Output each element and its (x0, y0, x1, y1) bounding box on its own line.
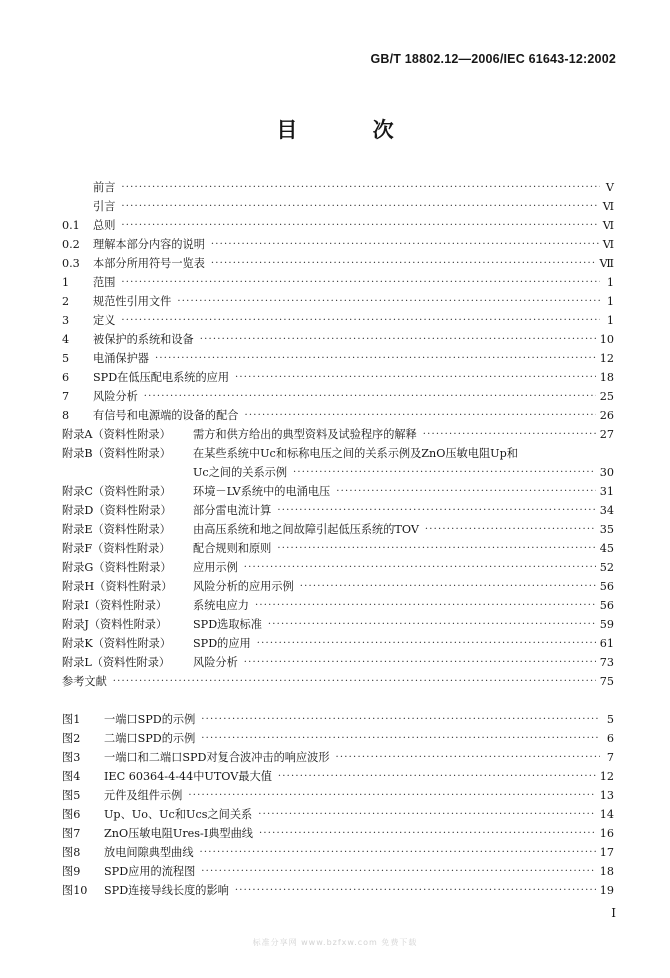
toc-page: 45 (599, 542, 614, 555)
toc-number: 6 (62, 371, 70, 384)
leader-dots (121, 181, 600, 195)
figure-label: SPD应用的流程图 (104, 865, 196, 878)
toc-label: 被保护的系统和设备 (93, 333, 194, 346)
toc-entry[interactable] (62, 271, 614, 290)
toc-page: 34 (599, 504, 614, 517)
toc-page: 52 (599, 561, 614, 574)
annex-entry[interactable] (62, 442, 614, 461)
toc-label: SPD在低压配电系统的应用 (93, 371, 230, 384)
toc-entry[interactable] (62, 233, 614, 252)
leader-dots (244, 656, 596, 670)
leader-dots (423, 428, 596, 442)
leader-dots (336, 751, 600, 765)
toc-page: 73 (599, 656, 614, 669)
leader-dots (200, 846, 596, 860)
annex-entry[interactable] (62, 537, 614, 556)
annex-entry[interactable] (62, 556, 614, 575)
leader-dots (244, 561, 596, 575)
toc-number: 2 (62, 295, 70, 308)
toc-number: 8 (62, 409, 70, 422)
toc-page: 10 (599, 333, 614, 346)
toc-entry[interactable] (62, 309, 614, 328)
toc-page: 5 (606, 713, 614, 726)
leader-dots (177, 295, 600, 309)
annex-prefix: 附录I（资料性附录） (62, 599, 168, 612)
toc-label: 前言 (93, 181, 116, 194)
leader-dots (211, 238, 599, 252)
figure-label: 一端口和二端口SPD对复合波冲击的响应波形 (104, 751, 330, 764)
leader-dots (121, 200, 598, 214)
toc-entry[interactable] (62, 328, 614, 347)
figure-label: 元件及组件示例 (104, 789, 183, 802)
toc-page: 18 (599, 865, 614, 878)
leader-dots (293, 466, 596, 480)
toc-page: 17 (599, 846, 614, 859)
leader-dots (200, 333, 596, 347)
toc-page: 31 (599, 485, 614, 498)
toc-page: 19 (599, 884, 614, 897)
leader-dots (277, 542, 595, 556)
toc-entry[interactable] (62, 347, 614, 366)
leader-dots (201, 713, 600, 727)
leader-dots (121, 219, 598, 233)
annex-title: 环境－LV系统中的电涌电压 (193, 485, 331, 498)
figure-number: 图3 (62, 751, 81, 764)
annex-prefix: 附录H（资料性附录） (62, 580, 173, 593)
toc-label: 范围 (93, 276, 116, 289)
leader-dots (211, 257, 596, 271)
page-number: I (611, 906, 616, 920)
figure-entry[interactable] (62, 841, 614, 860)
figure-entry[interactable] (62, 879, 614, 898)
toc-number: 0.1 (62, 219, 80, 232)
toc-label: 参考文献 (62, 675, 107, 688)
leader-dots (113, 675, 596, 689)
annex-prefix: 附录G（资料性附录） (62, 561, 172, 574)
leader-dots (201, 865, 595, 879)
figure-entry[interactable] (62, 822, 614, 841)
toc-entry[interactable] (62, 176, 614, 195)
figure-entry[interactable] (62, 746, 614, 765)
toc-page: 1 (606, 276, 614, 289)
annex-title: 在某些系统中Uc和标称电压之间的关系示例及ZnO压敏电阻Up和 (193, 447, 518, 460)
toc-page: 1 (606, 295, 614, 308)
toc-label: 规范性引用文件 (93, 295, 172, 308)
figure-label: Up、Uo、Uc和Ucs之间关系 (104, 808, 253, 821)
toc-page: 56 (599, 580, 614, 593)
annex-entry[interactable] (62, 480, 614, 499)
figure-number: 图10 (62, 884, 88, 897)
leader-dots (425, 523, 596, 537)
toc-label: 定义 (93, 314, 116, 327)
toc-page: 13 (599, 789, 614, 802)
leader-dots (235, 884, 596, 898)
leader-dots (244, 409, 595, 423)
figure-label: 放电间隙典型曲线 (104, 846, 194, 859)
annex-prefix: 附录L（资料性附录） (62, 656, 171, 669)
toc-page: 14 (599, 808, 614, 821)
toc-page: 6 (606, 732, 614, 745)
toc-page: 35 (599, 523, 614, 536)
leader-dots (188, 789, 595, 803)
watermark: 标准分享网 www.bzfxw.com 免费下载 (252, 938, 418, 947)
annex-entry[interactable] (62, 613, 614, 632)
toc-label: 理解本部分内容的说明 (93, 238, 205, 251)
figure-label: SPD连接导线长度的影响 (104, 884, 229, 897)
leader-dots (235, 371, 596, 385)
annex-title: Uc之间的关系示例 (193, 466, 288, 479)
annex-prefix: 附录C（资料性附录） (62, 485, 172, 498)
figure-number: 图5 (62, 789, 81, 802)
toc-number: 1 (62, 276, 70, 289)
annex-title: SPD选取标准 (193, 618, 262, 631)
annex-entry[interactable] (62, 632, 614, 651)
toc-page: 61 (599, 637, 614, 650)
leader-dots (278, 770, 596, 784)
figure-label: 二端口SPD的示例 (104, 732, 196, 745)
toc-page: 56 (599, 599, 614, 612)
figure-number: 图2 (62, 732, 81, 745)
figure-entry[interactable] (62, 803, 614, 822)
annex-title: 配合规则和原则 (193, 542, 272, 555)
figure-number: 图1 (62, 713, 81, 726)
toc-number: 5 (62, 352, 70, 365)
leader-dots (201, 732, 600, 746)
annex-prefix: 附录F（资料性附录） (62, 542, 171, 555)
figure-entry[interactable] (62, 860, 614, 879)
figure-label: 一端口SPD的示例 (104, 713, 196, 726)
toc-entry[interactable] (62, 385, 614, 404)
leader-dots (268, 618, 596, 632)
annex-entry[interactable] (62, 575, 614, 594)
figure-entry[interactable] (62, 784, 614, 803)
toc-label: 总则 (93, 219, 116, 232)
figure-entry[interactable] (62, 708, 614, 727)
annex-entry[interactable] (62, 499, 614, 518)
toc-page: Ⅵ (602, 219, 614, 232)
toc-number: 7 (62, 390, 70, 403)
annex-prefix: 附录J（资料性附录） (62, 618, 168, 631)
toc-label: 引言 (93, 200, 116, 213)
annex-title: 风险分析 (193, 656, 238, 669)
leader-dots (258, 808, 596, 822)
toc-number: 0.2 (62, 238, 80, 251)
leader-dots (300, 580, 596, 594)
toc-page: Ⅵ (602, 200, 614, 213)
annex-entry[interactable] (62, 651, 614, 670)
toc-page: 7 (606, 751, 614, 764)
toc-entry[interactable] (62, 404, 614, 423)
toc-page: 75 (599, 675, 614, 688)
toc-number: 0.3 (62, 257, 80, 270)
annex-prefix: 附录E（资料性附录） (62, 523, 171, 536)
toc-entry[interactable] (62, 290, 614, 309)
references-entry[interactable] (62, 670, 614, 689)
toc-page: 59 (599, 618, 614, 631)
figure-number: 图9 (62, 865, 81, 878)
annex-prefix: 附录D（资料性附录） (62, 504, 172, 517)
toc-label: 本部分所用符号一览表 (93, 257, 205, 270)
annex-title: 应用示例 (193, 561, 238, 574)
leader-dots (121, 276, 600, 290)
figure-entry[interactable] (62, 765, 614, 784)
annex-entry[interactable] (62, 594, 614, 613)
toc-entry[interactable] (62, 252, 614, 271)
annex-prefix: 附录K（资料性附录） (62, 637, 172, 650)
annex-title: 部分雷电流计算 (193, 504, 272, 517)
toc-number: 3 (62, 314, 70, 327)
leader-dots (144, 390, 596, 404)
leader-dots (155, 352, 596, 366)
toc-page: 12 (599, 770, 614, 783)
leader-dots (259, 827, 596, 841)
annex-entry[interactable] (62, 518, 614, 537)
annex-prefix: 附录A（资料性附录） (62, 428, 171, 441)
figure-label: IEC 60364-4-44中UTOV最大值 (104, 770, 272, 783)
toc-page: 25 (599, 390, 614, 403)
leader-dots (336, 485, 596, 499)
toc-page: 12 (599, 352, 614, 365)
toc-page: 30 (599, 466, 614, 479)
figure-entry[interactable] (62, 727, 614, 746)
annex-title: SPD的应用 (193, 637, 251, 650)
toc-page: Ⅶ (599, 257, 614, 270)
annex-title: 风险分析的应用示例 (193, 580, 294, 593)
leader-dots (255, 599, 596, 613)
toc-page: 1 (606, 314, 614, 327)
toc-page: 16 (599, 827, 614, 840)
toc-label: 电涌保护器 (93, 352, 149, 365)
annex-entry-continued[interactable] (62, 461, 614, 480)
figure-number: 图7 (62, 827, 81, 840)
figure-number: 图6 (62, 808, 81, 821)
annex-title: 由高压系统和地之间故障引起低压系统的TOV (193, 523, 419, 536)
annex-title: 系统电应力 (193, 599, 249, 612)
leader-dots (121, 314, 600, 328)
annex-prefix: 附录B（资料性附录） (62, 447, 171, 460)
toc-label: 有信号和电源端的设备的配合 (93, 409, 239, 422)
standard-code: GB/T 18802.12—2006/IEC 61643-12:2002 (370, 52, 616, 66)
toc-page: 18 (599, 371, 614, 384)
annex-title: 需方和供方给出的典型资料及试验程序的解释 (193, 428, 417, 441)
page-title: 目 次 (276, 118, 428, 142)
toc-entry[interactable] (62, 195, 614, 214)
figure-label: ZnO压敏电阻Ures-I典型曲线 (104, 827, 253, 840)
toc-page: 27 (599, 428, 614, 441)
toc-page: 26 (599, 409, 614, 422)
annex-entry[interactable] (62, 423, 614, 442)
leader-dots (257, 637, 596, 651)
leader-dots (277, 504, 595, 518)
toc-entry[interactable] (62, 214, 614, 233)
toc-page: V (605, 181, 614, 194)
toc-page: Ⅵ (602, 238, 614, 251)
toc-number: 4 (62, 333, 70, 346)
toc-entry[interactable] (62, 366, 614, 385)
figure-number: 图8 (62, 846, 81, 859)
toc-label: 风险分析 (93, 390, 138, 403)
figure-number: 图4 (62, 770, 81, 783)
